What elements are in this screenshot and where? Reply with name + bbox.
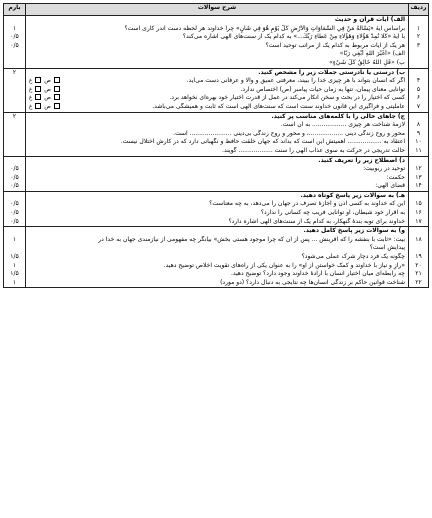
false-checkbox[interactable] xyxy=(35,86,41,92)
exam-table xyxy=(3,3,429,288)
row-number: ۱۲ xyxy=(415,165,422,173)
row-number: ۴ xyxy=(416,77,421,85)
row-number: ۱۳ xyxy=(415,173,422,181)
true-checkbox[interactable] xyxy=(54,103,60,109)
row-score: ۱ xyxy=(12,278,17,286)
question-cell xyxy=(26,191,409,226)
question-text: توحید در ربوبیت: xyxy=(363,165,405,173)
question-text: الف) «أَغَيْرَ اللَّهِ أَبْغِي رَبًّا» xyxy=(339,50,405,58)
row-number-cell xyxy=(409,191,429,226)
row-score: ۰/۵ xyxy=(10,182,19,190)
exam-sheet xyxy=(3,3,429,512)
question-text: براساس آیهٔ «یَسْأَلُهُ مَنْ فِي السَّمَاوَاتِ وَالْأَرْضِ كُلَّ يَوْمٍ هُوَ فِي شَأْنٍ» چرا خداوند هر لحظه دست اندر کاری است؟ xyxy=(124,24,405,32)
row-number-cell xyxy=(409,68,429,112)
section-title: د) اصطلاح زیر را تعریف کنید. xyxy=(318,156,405,164)
section-score: ۲ xyxy=(12,68,17,76)
question-cell xyxy=(26,68,409,112)
true-false-choices xyxy=(29,103,61,112)
question-text: با آیهٔ «كُلًّا نُمِدُّ هَؤُلَاءِ وَهَؤُلَاءِ مِنْ عَطَاءِ رَبِّكَ...» به کدام یک از سنت‌های الهی اشاره می‌کند؟ xyxy=(182,33,405,41)
row-number: ۱۴ xyxy=(415,182,422,190)
question-text: چه رابطه‌ای میان اختیار انسان با ارادهٔ خداوند وجود دارد؟ توضیح دهید. xyxy=(230,270,405,278)
row-score: ۱/۵ xyxy=(10,270,19,278)
row-score: ۰/۵ xyxy=(10,209,19,217)
true-checkbox[interactable] xyxy=(54,86,60,92)
true-false-choices xyxy=(29,77,61,86)
false-checkbox[interactable] xyxy=(35,94,41,100)
true-label: ص xyxy=(44,86,51,93)
section-title: هـ) به سوالات زیر پاسخ کوتاه دهید. xyxy=(300,191,405,199)
row-number: ۳ xyxy=(416,41,421,49)
row-score: ۰/۵ xyxy=(10,165,19,173)
row-number-cell xyxy=(409,16,429,69)
section-row xyxy=(4,16,429,69)
row-number-cell xyxy=(409,112,429,156)
section-title: ب) درستی یا نادرستی جملات زیر را مشخص کنید. xyxy=(258,68,405,76)
row-number: ۵ xyxy=(416,85,421,93)
section-row xyxy=(4,227,429,288)
row-number: ۸ xyxy=(416,121,421,129)
row-score: ۱/۵ xyxy=(10,253,19,261)
score-cell xyxy=(4,112,26,156)
question-cell xyxy=(26,156,409,191)
row-number-cell xyxy=(409,227,429,288)
question-text: اعتقاد به .................. اهمیتش این است که بداند که جهان خلقت حافظ و نگهبانی دارد که در کارش اختلال نیست. xyxy=(120,138,405,146)
score-cell xyxy=(4,156,26,191)
question-text: به اقرار خود شیطان، او توانایی فریب چه کسانی را ندارد؟ xyxy=(260,209,405,217)
row-number-cell xyxy=(409,156,429,191)
question-cell xyxy=(26,227,409,288)
row-number: ۱۵ xyxy=(415,200,422,208)
question-text: شناخت قوانین حاکم بر زندگی انسان‌ها چه نتایجی به دنبال دارد؟ (دو مورد) xyxy=(220,278,405,286)
question-text: بیت: «ثابت با بنفشه را که آفرینش ... پس از آن که چرا موجود هستی بخش» بیانگر چه مفهومی از نیازمندی جهان به خدا در xyxy=(98,235,405,243)
row-number: ۲۱ xyxy=(415,270,422,278)
row-number: ۱۷ xyxy=(415,217,422,225)
section-title: و) به سوالات زیر پاسخ کامل دهید. xyxy=(303,227,405,235)
section-score: ۲ xyxy=(12,112,17,120)
row-score: ۱ xyxy=(12,235,17,243)
question-text: لازمهٔ شناخت هر چیزی .................. به آن است. xyxy=(280,121,405,129)
question-text: «رازِ و نیاز با خداوند و کمک خواستن از او» را به عنوان یکی از راه‌های تقویت اخلاص توضیح دهید. xyxy=(163,261,405,269)
question-text: اگر که انسان بتواند با هر چیزی خدا را ببیند، معرفتی عمیق و والا و عرفانی دست می‌آید. xyxy=(186,77,405,85)
row-number: ۶ xyxy=(416,94,421,102)
question-text: خداوند برای توبه بندهٔ گنهکار، به کدام یک از سنت‌های الهی اشاره دارد؟ xyxy=(228,217,405,225)
question-text: حکمت: xyxy=(386,173,405,181)
section-row xyxy=(4,112,429,156)
question-text: توانایی معنای پیمان، تنها به زمان حیات پیامبر (ص) اختصاص ندارد. xyxy=(240,85,405,93)
row-number: ۲۰ xyxy=(415,261,422,269)
score-cell xyxy=(4,191,26,226)
question-text: قضای الهی: xyxy=(375,182,405,190)
question-text: هر یک از آیات مربوط به کدام یک از مراتب توحید است؟ xyxy=(265,41,405,49)
true-label: ص xyxy=(44,78,51,85)
false-label: غ xyxy=(29,103,33,110)
row-number: ۱۹ xyxy=(415,253,422,261)
question-text: پیدایش است؟ xyxy=(369,244,405,252)
score-cell xyxy=(4,68,26,112)
row-number: ۲۲ xyxy=(415,278,422,286)
question-text: محور و روح زندگی دینی ..................، و محور و روح زندگی بی‌دینی ...................... است. xyxy=(173,129,405,137)
row-header: ردیف xyxy=(409,4,429,16)
section-row xyxy=(4,68,429,112)
row-score: ۰/۵ xyxy=(10,41,19,49)
row-number: ۱۱ xyxy=(415,146,422,154)
section-title: ج) جاهای خالی را با کلمه‌های مناسب پر کنید. xyxy=(271,112,405,120)
row-number: ۱۰ xyxy=(415,138,422,146)
row-number: ۷ xyxy=(416,102,421,110)
score-cell xyxy=(4,16,26,69)
row-number: ۱۸ xyxy=(415,235,422,243)
questions-header: شرح سوالات xyxy=(26,4,409,16)
true-checkbox[interactable] xyxy=(54,77,60,83)
false-label: غ xyxy=(29,78,33,85)
false-label: غ xyxy=(29,95,33,102)
row-score: ۱ xyxy=(12,261,17,269)
true-label: ص xyxy=(44,103,51,110)
true-false-choices xyxy=(29,86,61,95)
score-cell xyxy=(4,227,26,288)
false-checkbox[interactable] xyxy=(35,77,41,83)
row-score: ۰/۵ xyxy=(10,173,19,181)
row-score: ۰/۵ xyxy=(10,33,19,41)
false-label: غ xyxy=(29,86,33,93)
row-number: ۹ xyxy=(416,129,421,137)
false-checkbox[interactable] xyxy=(35,103,41,109)
question-text: ب) «قُلِ اللَّهُ خَالِقُ كُلِّ شَيْءٍ» xyxy=(329,58,405,66)
question-text: عاملیتی و فراگیری این قانون خداوند سنت است که سنت‌های الهی است که ثابت و همیشگی می‌باشد. xyxy=(152,102,405,110)
row-score: ۱ xyxy=(12,24,17,32)
question-text: حالت تدریجی در حرکت به سوی عذاب الهی را سنت .................. گویند. xyxy=(222,146,405,154)
question-text: چگونه یک فرد دچار شرک عملی می‌شود؟ xyxy=(301,253,405,261)
question-text: کسی که اختیار را در بحث و سخن انکار می‌کند در عمل از قدرت اختیار خود بهره‌ای نخواهد برد. xyxy=(169,94,405,102)
true-label: ص xyxy=(44,95,51,102)
score-header: بارم xyxy=(4,4,26,16)
header-row xyxy=(4,4,429,16)
section-title: الف) آیات قرآن و حدیث xyxy=(334,16,405,23)
row-score: ۰/۵ xyxy=(10,217,19,225)
section-row xyxy=(4,156,429,191)
row-number: ۲ xyxy=(416,33,421,41)
question-cell xyxy=(26,112,409,156)
true-false-choices xyxy=(29,94,61,103)
question-text: این که خداوند به کسی اذن و اجازهٔ تصرف در جهان را می‌دهد، به چه معناست؟ xyxy=(209,200,405,208)
row-number: ۱۶ xyxy=(415,209,422,217)
row-score: ۰/۵ xyxy=(10,200,19,208)
row-number: ۱ xyxy=(416,24,421,32)
question-cell xyxy=(26,16,409,69)
section-row xyxy=(4,191,429,226)
true-checkbox[interactable] xyxy=(54,94,60,100)
